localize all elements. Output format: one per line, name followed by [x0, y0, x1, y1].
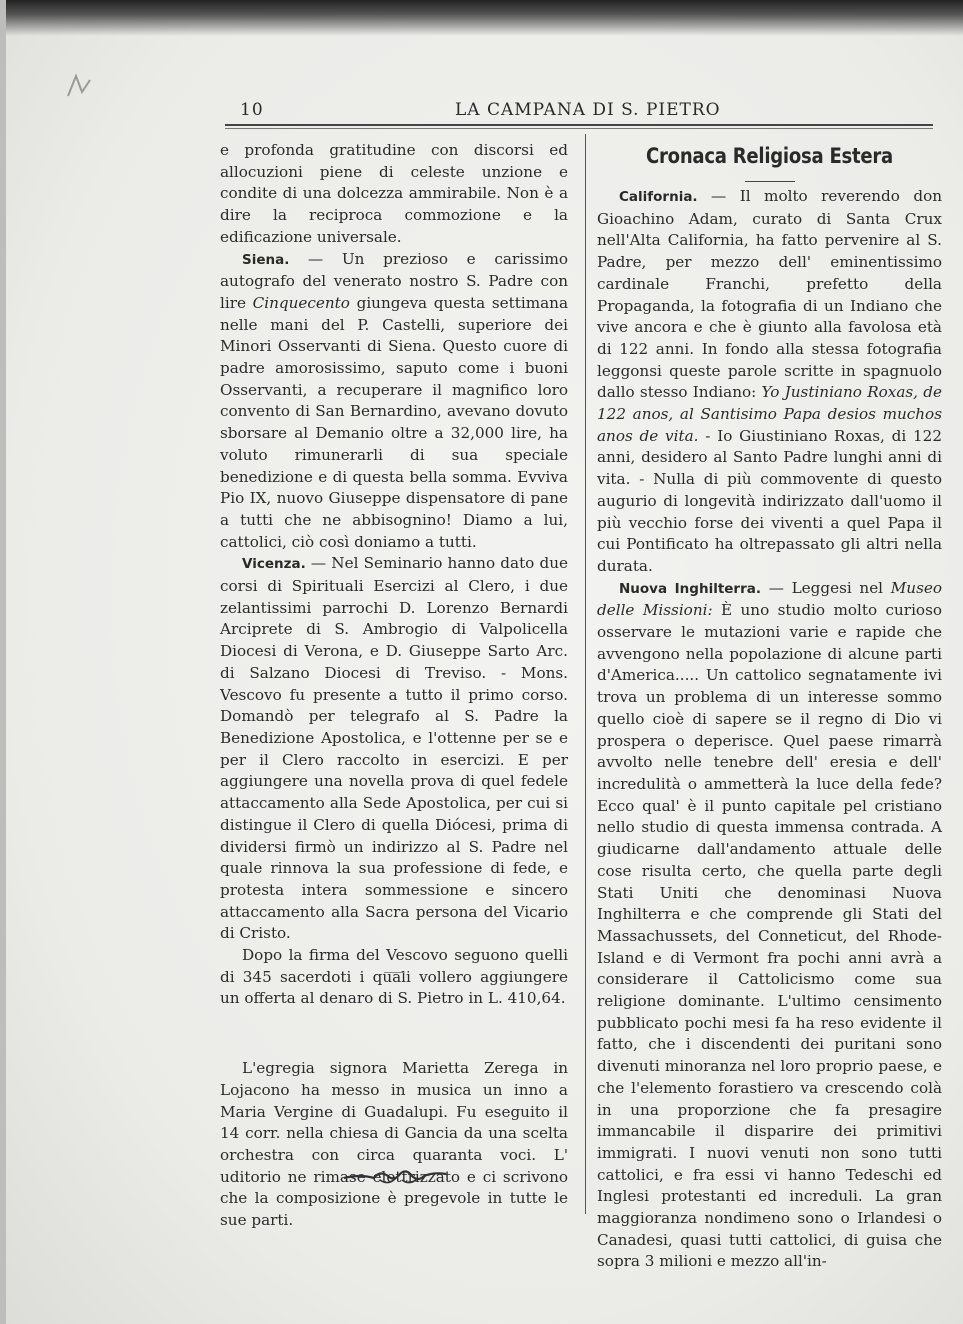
paragraph-california: California. — Il molto reverendo don Gioachino Adam, curato di Santa Crux nell'Alta California, ha fatto pervenire al S. Padre, per mezzo dell' eminentissimo cardinale Franchi, prefetto della Propaganda, la fotografia di un Indiano che vive ancora e che è giunto alla favolosa età di 122 anni. In fondo alla stessa fotografia leggonsi queste parole scritte in spagnuolo dallo stesso Indiano: Yo Justiniano Roxas, de 122 anos, al Santisimo Papa desios muchos anos de vita. - Io Giustiniano Roxas, di 122 anni, desidero al Santo Padre lunghi anni di vita. - Nulla di più commovente di questo augurio di longevità indirizzato dall'uomo il più vecchio forse dei viventi a quel Papa il cui Pontificato ha oltrepassato gli altri nella durata. — [597, 187, 943, 575]
paragraph-nuova-inghilterra: Nuova Inghilterra. — Leggesi nel Museo delle Missioni: È uno studio molto curioso osservare le mutazioni varie e rapide che avvengono nella popolazione di alcune parti d'America..... Un cattolico segnatamente ivi trova un problema di un interesse sommo quello cioè di sapere se il regno di Dio vi prospera o deperisce. Quel paese rimarrà avvolto nelle tenebre dell' eresia e dell' incredulità o ammetterà la luce della fede? Ecco qual' è il punto capitale pel cristiano nello studio di questa immensa contrada. A giudicarne dall'andamento attuale delle cose risulta certo, che quella parte degli Stati Uniti che denominasi Nuova Inghilterra e che comprende gli Stati del Massachussets, del Conneticut, del Rhode-Island e di Vermont fra pochi anni avrà a considerare il Cattolicismo come sua religione dominante. L'ultimo censimento pubblicato pochi mesi fa ha reso evidente il fatto, che i discendenti dei puritani sono divenuti minoranza nel loro proprio paese, e che l'elemento forastiero va crescendo colà in una proporzione che fa presagire immancabile il disparire dei primitivi immigrati. I nuovi venuti non sono tutti cattolici, e fra essi vi hanno Tedeschi ed Inglesi protestanti ed increduli. La gran maggioranza nondimeno sono o Irlandesi o Canadesi, quasi tutti cattolici, di guisa che sopra 3 milioni e mezzo all'in- — [597, 578, 943, 1271]
running-head — [240, 100, 930, 124]
right-column — [597, 186, 942, 1273]
paragraph-continuation: e profonda gratitudine con discorsi ed allocuzioni piene di celeste unzione e condite di una dolcezza ammirabile. Non è a dire la reciproca commozione e la edificazione universale. — [220, 141, 568, 246]
separator-rule — [384, 972, 404, 973]
column-divider — [585, 134, 586, 1214]
place-heading-nuova-inghilterra: Nuova Inghilterra. — [619, 580, 761, 597]
header-rule — [225, 124, 933, 126]
paragraph-vicenza: Vicenza. — Nel Seminario hanno dato due corsi di Spirituali Esercizi al Clero, i due zelantissimi parrochi D. Lorenzo Bernardi Arciprete di S. Ambrogio di Valpolicella Diocesi di Verona, e D. Giuseppe Sarto Arc. di Salzano Diocesi di Treviso. - Mons. Vescovo fu presente a tutto il primo corso. Domandò per telegrafo al S. Padre la Benedizione Apostolica, e l'ottenne per se e per il Clero raccolto in esercizi. E per aggiungere una novella prova di quel fedele attaccamento alla Sede Apostolica, per cui si distingue il Clero di quella Diócesi, prima di dividersi firmò un indirizzo al S. Padre nel quale rinnova la sua professione di fede, e protesta intera sommessione e sincero attaccamento alla Sacra persona del Vicario di Cristo. — [220, 554, 568, 943]
left-column — [220, 140, 568, 1232]
section-title: Cronaca Religiosa Estera — [646, 144, 893, 168]
ornament-flourish-icon — [340, 1164, 450, 1190]
header-rule-thin — [225, 128, 933, 129]
place-heading-siena: Siena. — [242, 251, 290, 268]
paragraph-offerta: Dopo la firma del Vescovo seguono quelli di 345 sacerdoti i quali vollero aggiungere un offerta al denaro di S. Pietro in L. 410,64. — [220, 946, 568, 1008]
scan-top-shadow — [0, 0, 963, 36]
scan-left-edge — [0, 0, 6, 1324]
pencil-mark-icon — [60, 66, 100, 106]
page-number: 10 — [240, 100, 264, 120]
place-heading-california: California. — [619, 189, 698, 205]
paragraph-siena: Siena. — Un prezioso e carissimo autografo del venerato nostro S. Padre con lire Cinquecento giungeva questa settimana nelle mani del P. Castelli, superiore dei Minori Osservanti di Siena. Questo cuore di padre amorosissimo, saputo come i buoni Osservanti, a recuperare il magnifico loro convento di San Bernardino, avevano dovuto sborsare al Demanio oltre a 32,000 lire, ha voluto rimunerarli di sua speciale benedizione e di questa bella somma. Evviva Pio IX, nuovo Giuseppe dispensatore di pane a tutti che ne abbisognino! Diamo a lui, cattolici, ciò così doniamo a tutti. — [220, 249, 569, 551]
publication-title: LA CAMPANA DI S. PIETRO — [455, 100, 721, 120]
spacer — [220, 1010, 568, 1058]
paragraph-zerega: L'egregia signora Marietta Zerega in Lojacono ha messo in musica un inno a Maria Vergine di Guadalupi. Fu eseguito il 14 corr. nella chiesa di Gancia da una scelta orchestra con circa quaranta voci. L' uditorio ne rimase elettrizzato e ci scrivono che la composizione è pregevole in tutte le sue parti. — [220, 1059, 568, 1230]
title-rule — [745, 181, 795, 182]
place-heading-vicenza: Vicenza. — [242, 556, 306, 573]
